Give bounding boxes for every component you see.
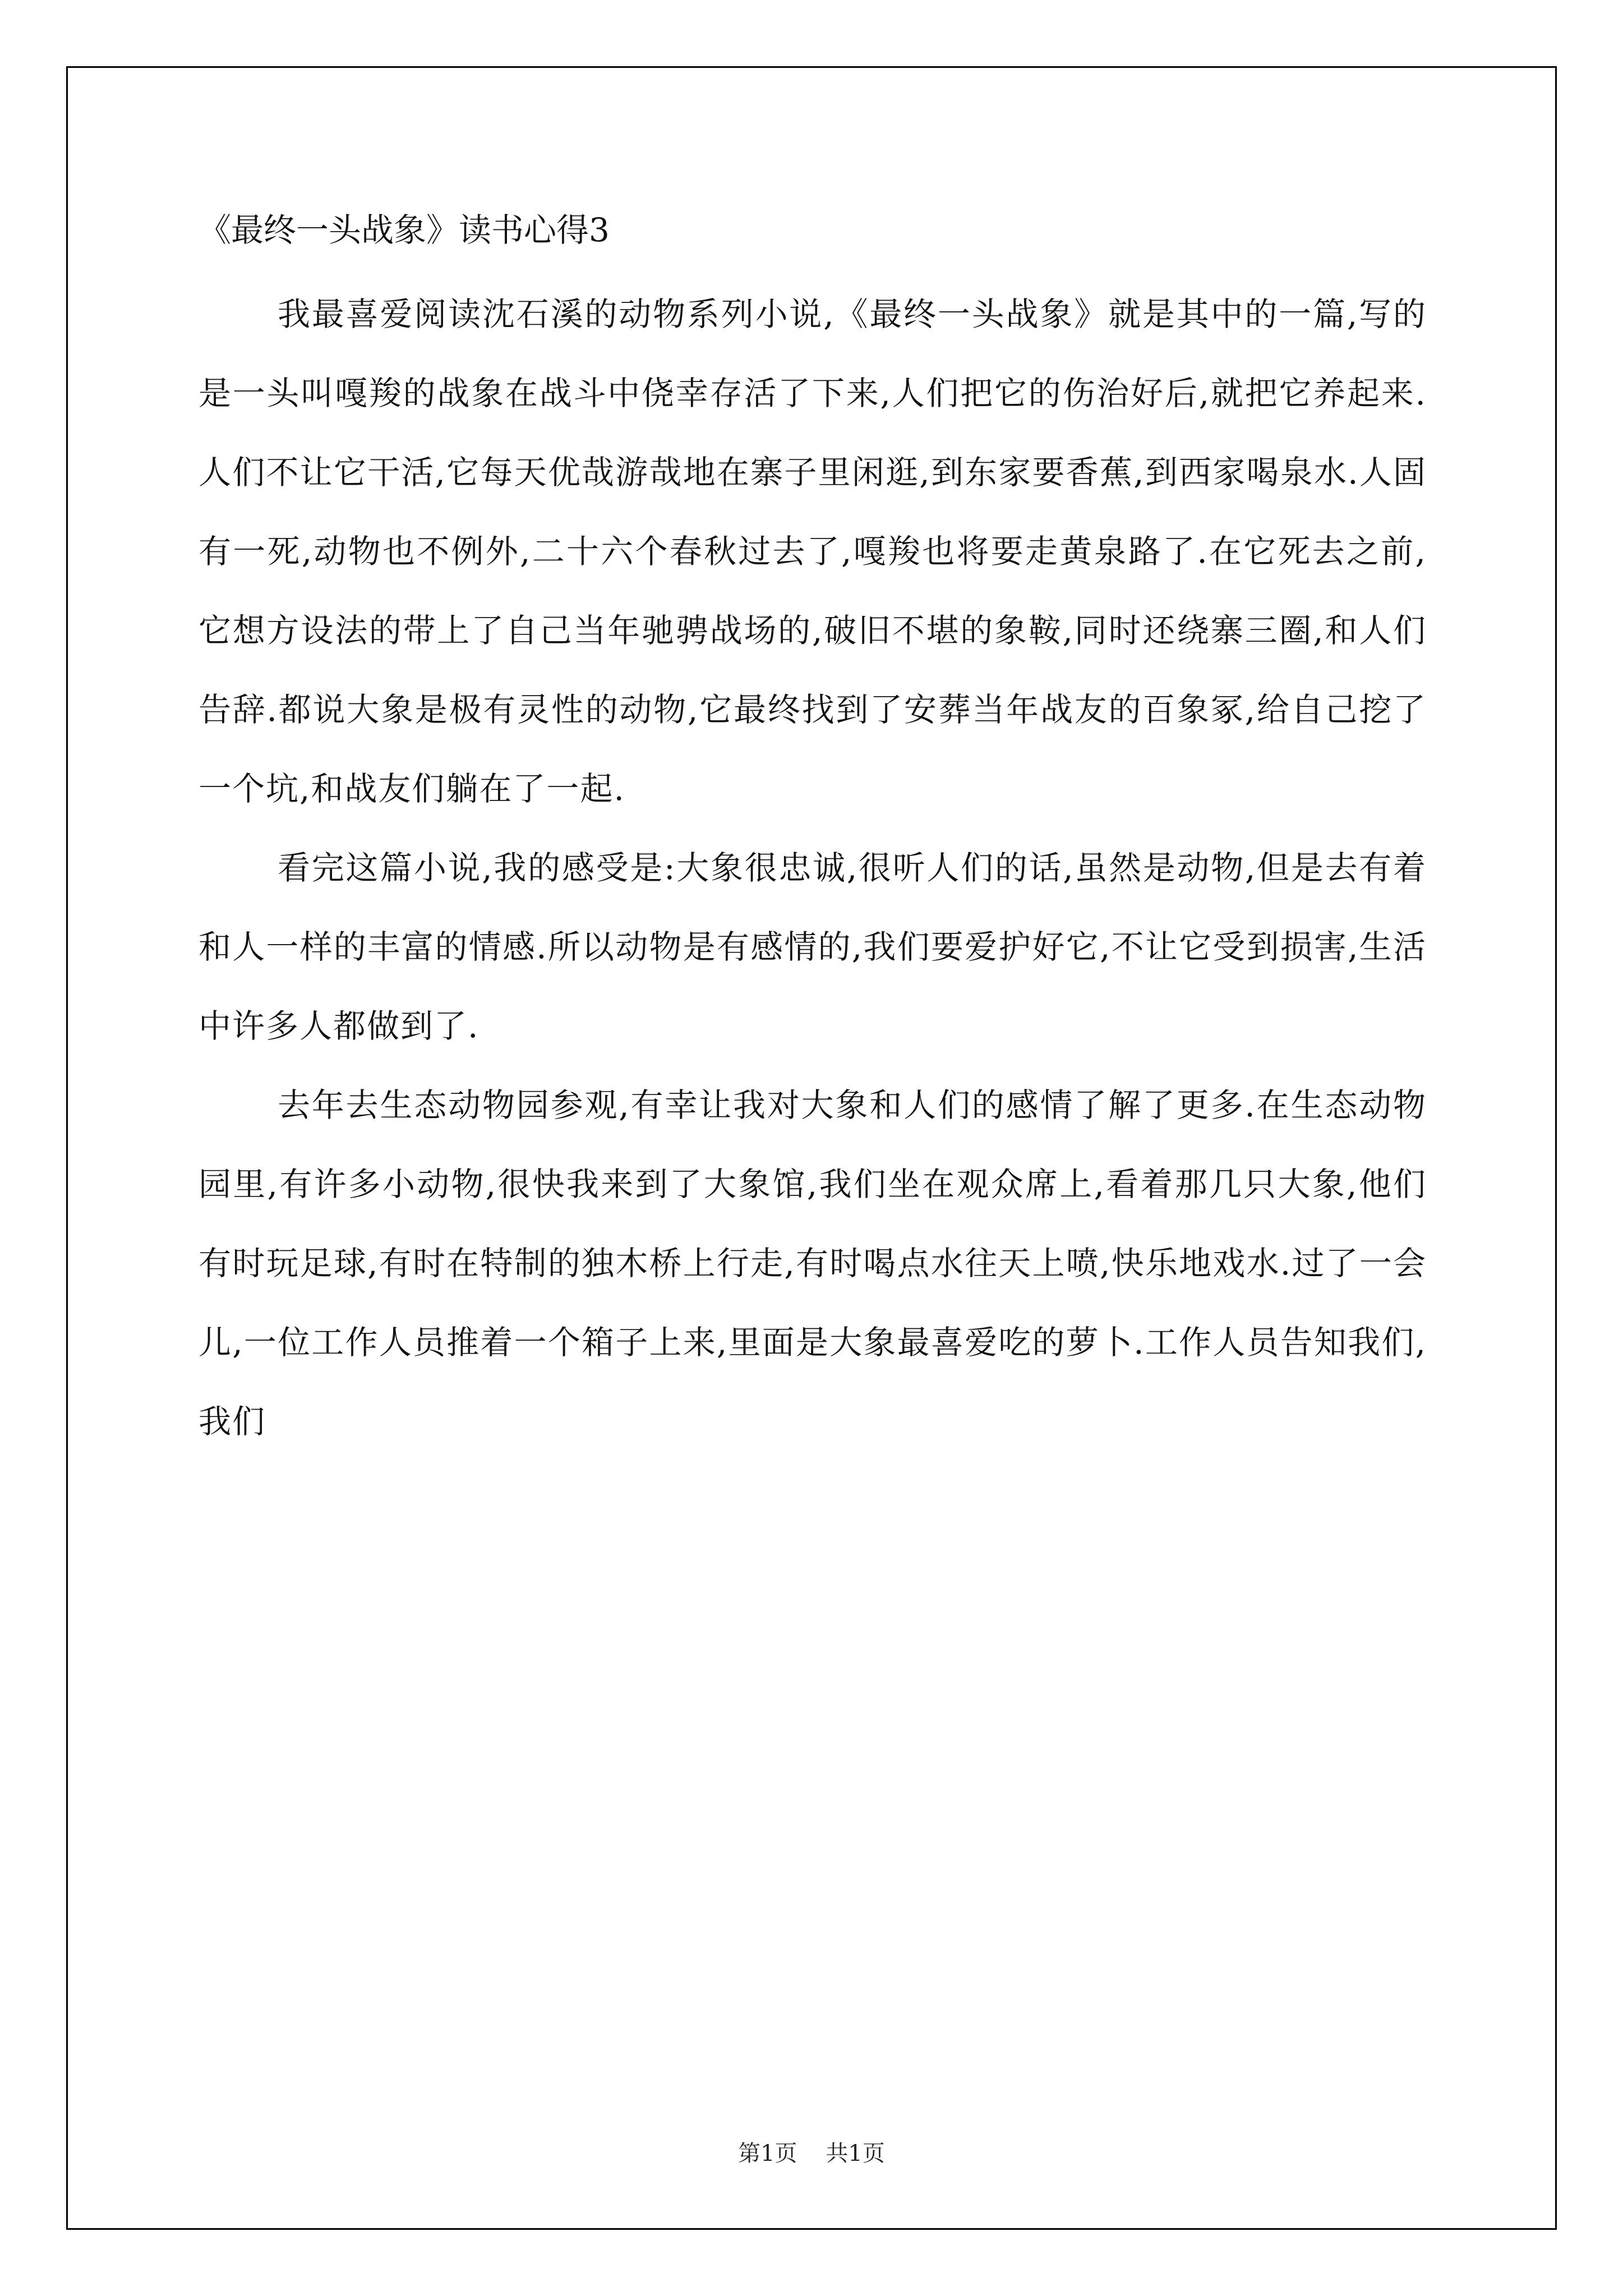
page-number: 第1页 — [738, 2141, 797, 2166]
paragraph-2: 看完这篇小说,我的感受是:大象很忠诚,很听人们的话,虽然是动物,但是去有着和人一样的丰富的情感.所以动物是有感情的,我们要爱护好它,不让它受到损害,生活中许多人都做到了. — [199, 849, 1427, 1045]
page-footer — [0, 2136, 1623, 2168]
paragraph-1: 我最喜爱阅读沈石溪的动物系列小说,《最终一头战象》就是其中的一篇,写的是一头叫嘎羧的战象在战斗中侥幸存活了下来,人们把它的伤治好后,就把它养起来.人们不让它干活,它每天优哉游哉地在寨子里闲逛,到东家要香蕉,到西家喝泉水.人固有一死,动物也不例外,二十六个春秋过去了,嘎羧也将要走黄泉路了.在它死去之前,它想方设法的带上了自己当年驰骋战场的,破旧不堪的象鞍,同时还绕寨三圈,和人们告辞.都说大象是极有灵性的动物,它最终找到了安葬当年战友的百象冢,给自己挖了一个坑,和战友们躺在了一起. — [199, 295, 1427, 808]
document-title: 《最终一头战象》读书心得3 — [199, 211, 610, 249]
page-total: 共1页 — [826, 2141, 885, 2166]
document-body — [199, 196, 1427, 1461]
paragraph-3: 去年去生态动物园参观,有幸让我对大象和人们的感情了解了更多.在生态动物园里,有许多小动物,很快我来到了大象馆,我们坐在观众席上,看着那几只大象,他们有时玩足球,有时在特制的独木桥上行走,有时喝点水往天上喷,快乐地戏水.过了一会儿,一位工作人员推着一个箱子上来,里面是大象最喜爱吃的萝卜.工作人员告知我们,我们 — [199, 1086, 1427, 1441]
